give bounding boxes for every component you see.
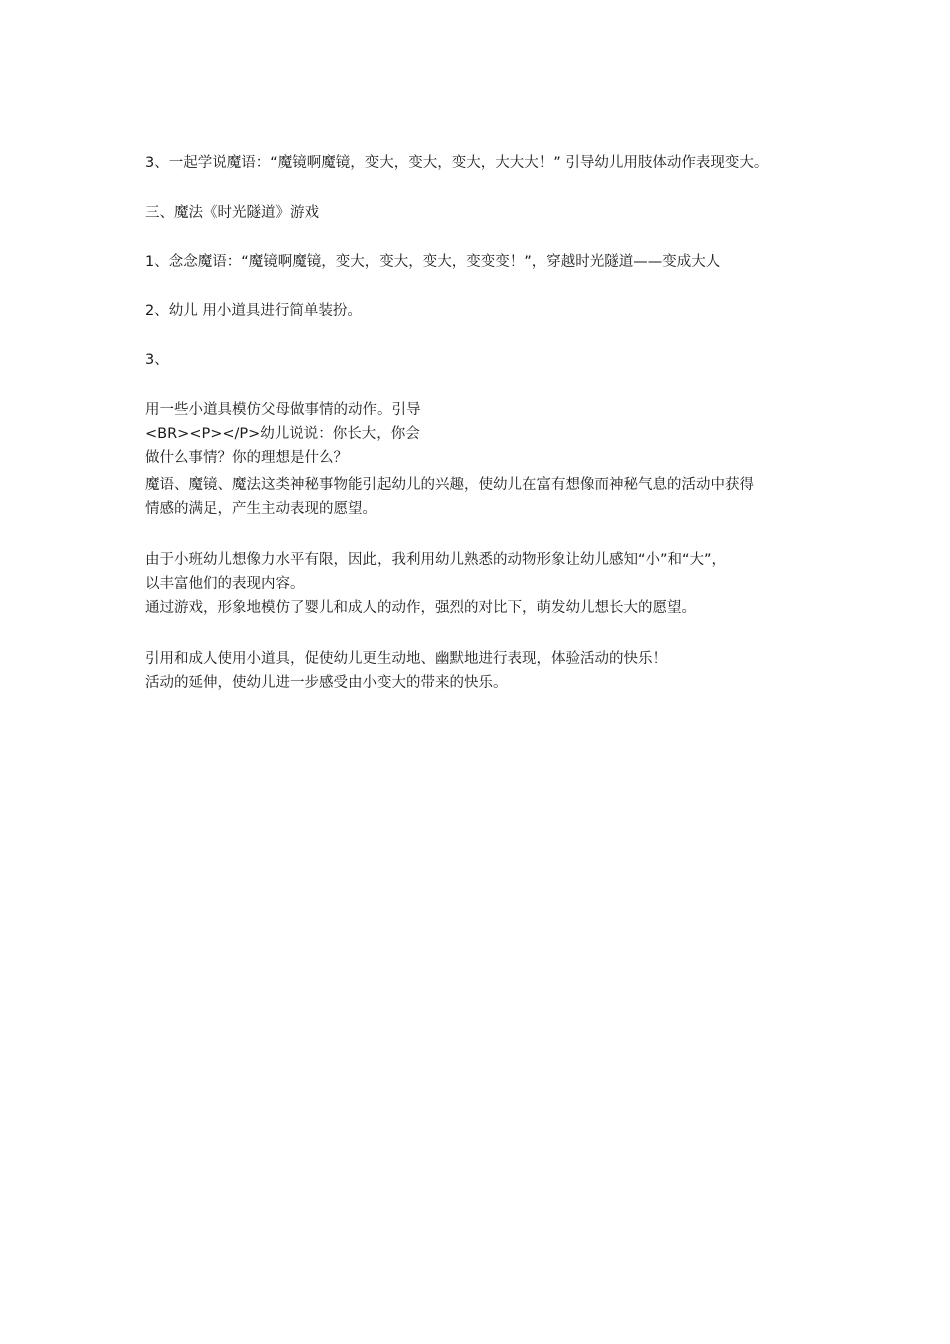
- paragraph-props-extension: [145, 647, 810, 695]
- paragraph-line: 情感的满足，产生主动表现的愿望。: [145, 501, 377, 517]
- step-2-dress-up: 2、幼儿 用小道具进行简单装扮。: [145, 303, 362, 319]
- paragraph-line: 做什么事情？你的理想是什么？: [145, 450, 348, 466]
- step-3-magic-words: 3、一起学说魔语：“魔镜啊魔镜，变大，变大，变大，大大大！” 引导幼儿用肢体动作表现变大。: [145, 155, 769, 171]
- paragraph-line: 通过游戏，形象地模仿了婴儿和成人的动作，强烈的对比下，萌发幼儿想长大的愿望。: [145, 600, 696, 616]
- step-1-chant: 1、念念魔语：“魔镜啊魔镜，变大，变大，变大，变变变！”，穿越时光隧道——变成大人: [145, 254, 721, 270]
- paragraph-line-part: 用一些小道具模仿父母做事情的动作。引导: [145, 402, 421, 418]
- paragraph-line: [145, 398, 810, 446]
- paragraph-line: 活动的延伸，使幼儿进一步感受由小变大的带来的快乐。: [145, 675, 508, 691]
- document-page: [145, 0, 810, 1344]
- step-3-label: 3、: [145, 352, 169, 368]
- paragraph-imitate-parents: [145, 398, 810, 470]
- paragraph-magic-interest: [145, 473, 810, 521]
- paragraph-line: 由于小班幼儿想像力水平有限，因此，我利用幼儿熟悉的动物形象让幼儿感知“小”和“大”，: [145, 552, 727, 568]
- paragraph-line-part: <BR><P></P>幼儿说说：你长大，你会: [145, 426, 420, 442]
- paragraph-line: 引用和成人使用小道具，促使幼儿更生动地、幽默地进行表现，体验活动的快乐！: [145, 651, 667, 667]
- paragraph-imagination: [145, 548, 810, 620]
- paragraph-line: 魔语、魔镜、魔法这类神秘事物能引起幼儿的兴趣，使幼儿在富有想像而神秘气息的活动中获得: [145, 477, 754, 493]
- section-heading-time-tunnel: 三、魔法《时光隧道》游戏: [145, 205, 319, 221]
- paragraph-line: 以丰富他们的表现内容。: [145, 576, 305, 592]
